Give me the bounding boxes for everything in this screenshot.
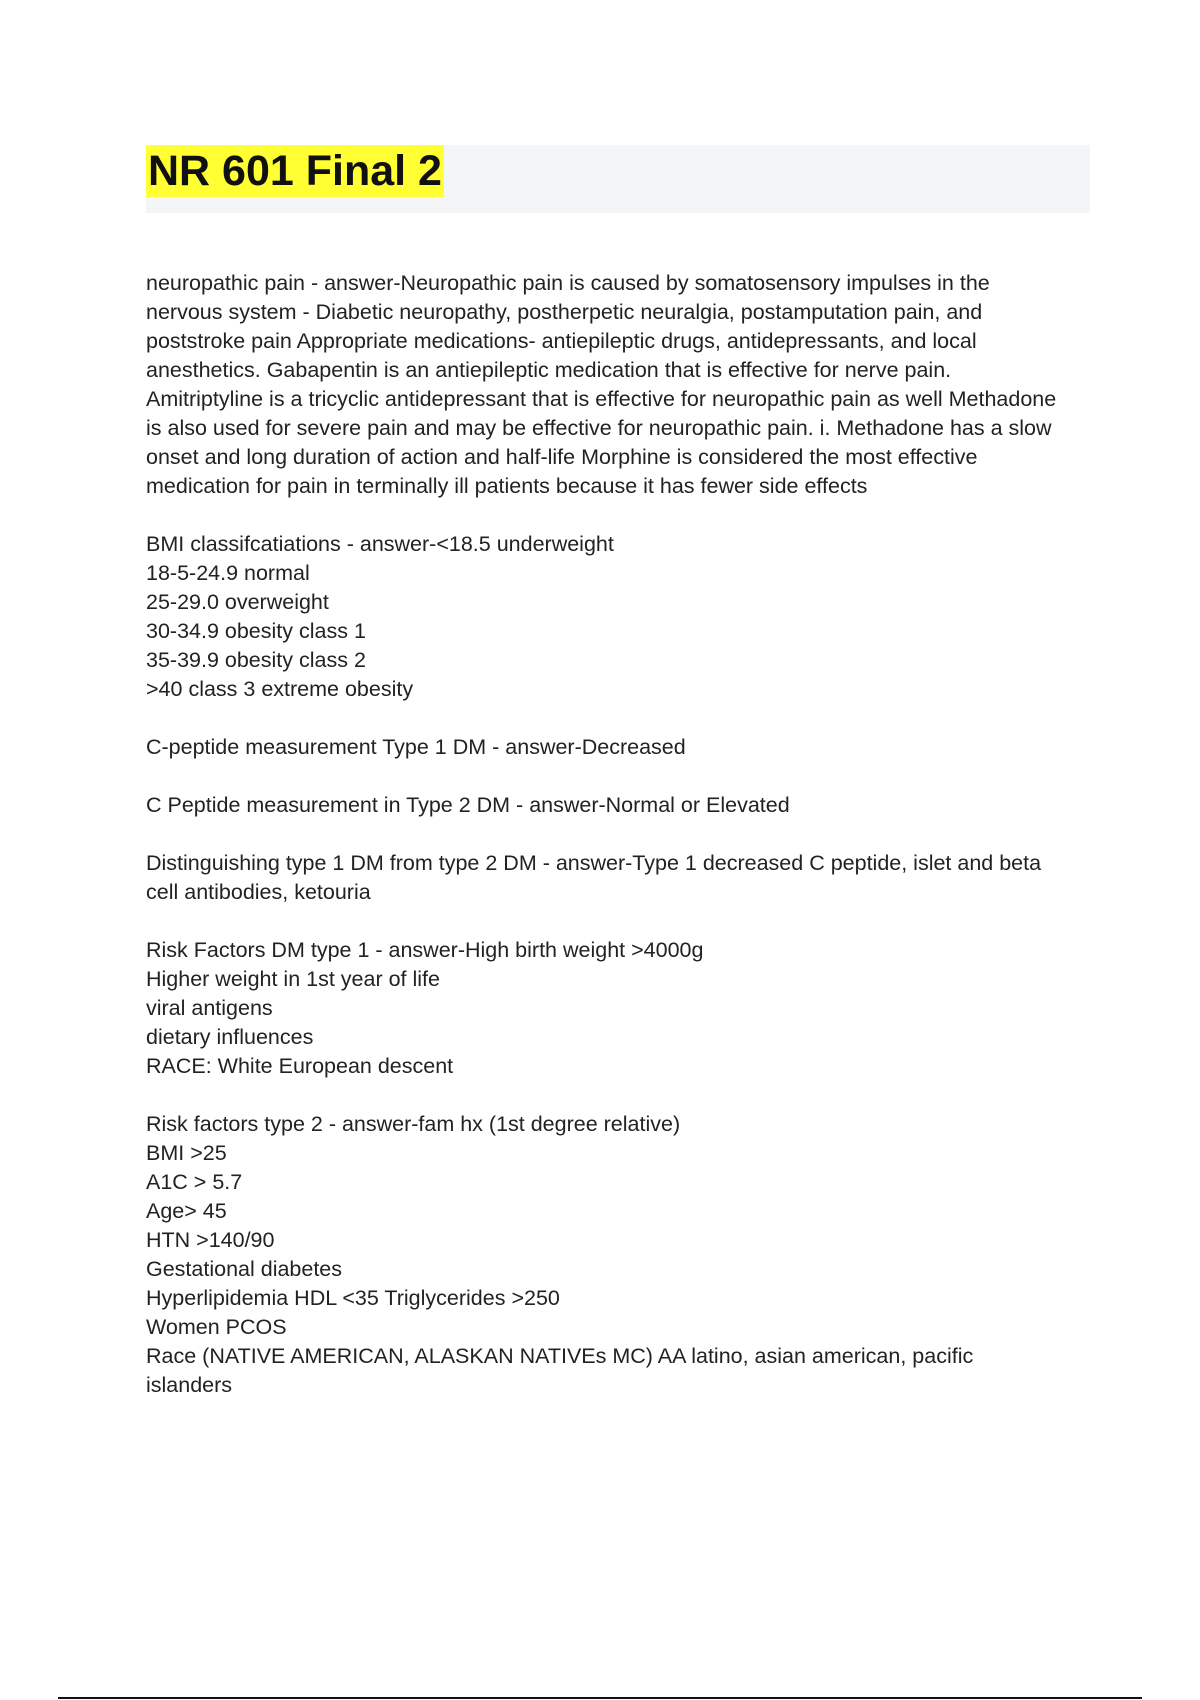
qa-entry [146,849,1096,907]
entry-text-line: cell antibodies, ketouria [146,880,371,904]
entry-text-line: Age> 45 [146,1199,227,1223]
qa-entry [146,791,1096,820]
entry-text-line: BMI classifcatiations - answer-<18.5 underweight [146,532,614,556]
entry-text-line: Hyperlipidemia HDL <35 Triglycerides >250 [146,1286,560,1310]
entry-text-line: nervous system - Diabetic neuropathy, postherpetic neuralgia, postamputation pain, and [146,300,983,324]
entry-text-line: 35-39.9 obesity class 2 [146,648,366,672]
entry-text-line: Distinguishing type 1 DM from type 2 DM - answer-Type 1 decreased C peptide, islet and beta [146,851,1042,875]
qa-entry [146,269,1096,501]
document-title: NR 601 Final 2 [148,147,442,195]
entry-text-line: Amitriptyline is a tricyclic antidepressant that is effective for neuropathic pain as well Methadone [146,387,1057,411]
entry-text-line: is also used for severe pain and may be effective for neuropathic pain. i. Methadone has a slow [146,416,1052,440]
entry-text-line: Gestational diabetes [146,1257,343,1281]
entry-text-line: Risk factors type 2 - answer-fam hx (1st degree relative) [146,1112,681,1136]
entry-text-line: islanders [146,1373,233,1397]
entry-text-line: Race (NATIVE AMERICAN, ALASKAN NATIVEs MC) AA latino, asian american, pacific [146,1344,974,1368]
entry-text-line: >40 class 3 extreme obesity [146,677,414,701]
entry-text-line: C Peptide measurement in Type 2 DM - answer-Normal or Elevated [146,793,790,817]
qa-entry [146,733,1096,762]
qa-entry [146,936,1096,1081]
entry-text-line: anesthetics. Gabapentin is an antiepileptic medication that is effective for nerve pain. [146,358,952,382]
entry-text-line: viral antigens [146,996,273,1020]
entry-text-line: 18-5-24.9 normal [146,561,310,585]
entry-text-line: C-peptide measurement Type 1 DM - answer-Decreased [146,735,686,759]
entry-text-line: poststroke pain Appropriate medications- antiepileptic drugs, antidepressants, and local [146,329,977,353]
entry-text-line: onset and long duration of action and half-life Morphine is considered the most effective [146,445,978,469]
entry-text-line: Women PCOS [146,1315,287,1339]
entry-text-line: BMI >25 [146,1141,227,1165]
page-bottom-rule [58,1697,1142,1699]
qa-entry [146,1110,1096,1400]
entry-text-line: RACE: White European descent [146,1054,454,1078]
qa-entry [146,530,1096,704]
entry-text-line: A1C > 5.7 [146,1170,243,1194]
entry-text-line: neuropathic pain - answer-Neuropathic pain is caused by somatosensory impulses in the [146,271,990,295]
entry-text-line: Higher weight in 1st year of life [146,967,440,991]
entry-text-line: dietary influences [146,1025,314,1049]
document-body [146,269,1096,1429]
entry-text-line: 30-34.9 obesity class 1 [146,619,366,643]
entry-text-line: 25-29.0 overweight [146,590,329,614]
entry-text-line: Risk Factors DM type 1 - answer-High birth weight >4000g [146,938,704,962]
entry-text-line: HTN >140/90 [146,1228,275,1252]
entry-text-line: medication for pain in terminally ill patients because it has fewer side effects [146,474,868,498]
